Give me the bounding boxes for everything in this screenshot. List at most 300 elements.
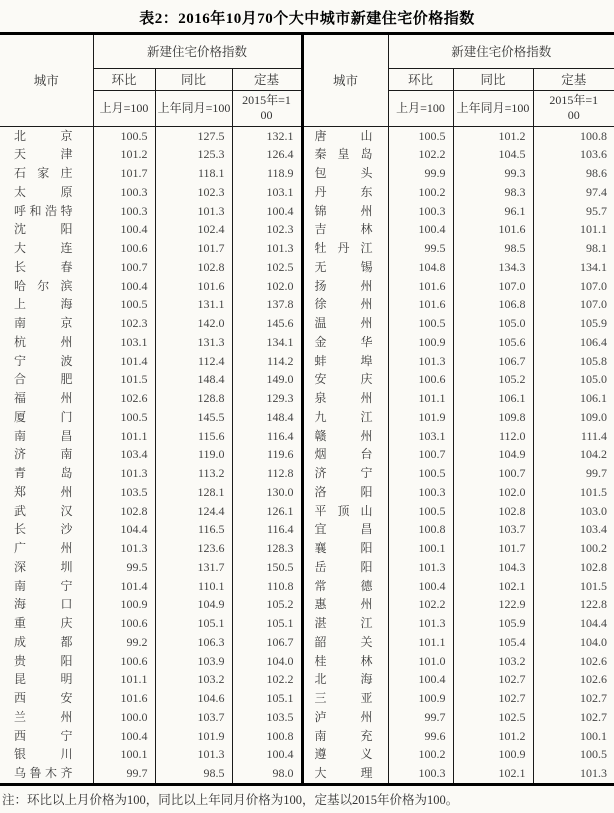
city-cell: 北京 <box>0 126 93 145</box>
city-cell: 岳阳 <box>302 558 388 577</box>
header-city-right: 城市 <box>302 35 388 126</box>
value-cell: 116.4 <box>232 520 302 539</box>
value-cell: 105.1 <box>155 614 232 633</box>
city-cell: 金华 <box>302 333 388 352</box>
table-row <box>0 633 614 652</box>
value-cell: 134.1 <box>232 333 302 352</box>
table-row <box>0 295 614 314</box>
value-cell: 104.4 <box>580 616 608 630</box>
value-cell: 101.6 <box>453 220 533 239</box>
city-cell: 沈阳 <box>0 220 93 239</box>
table-row <box>0 427 614 446</box>
value-cell: 100.4 <box>388 220 453 239</box>
value-cell: 98.3 <box>453 183 533 202</box>
subheader-mom-left: 上月=100 <box>93 90 155 126</box>
value-cell: 119.6 <box>232 445 302 464</box>
value-cell: 105.9 <box>453 614 533 633</box>
city-cell: 扬州 <box>302 277 388 296</box>
value-cell: 101.4 <box>93 352 155 371</box>
value-cell: 150.5 <box>232 558 302 577</box>
value-cell: 99.7 <box>586 466 608 480</box>
value-cell: 100.7 <box>93 258 155 277</box>
header-base-right: 定基 <box>533 68 614 90</box>
city-cell: 成都 <box>0 633 93 652</box>
value-cell: 101.3 <box>580 766 608 780</box>
value-cell: 99.6 <box>388 727 453 746</box>
value-cell: 103.7 <box>155 708 232 727</box>
value-cell: 102.7 <box>453 689 533 708</box>
city-cell: 南宁 <box>0 577 93 596</box>
value-cell: 128.3 <box>232 539 302 558</box>
value-cell: 101.3 <box>388 352 453 371</box>
value-cell: 118.9 <box>232 164 302 183</box>
value-cell: 98.0 <box>232 764 302 784</box>
value-cell: 110.8 <box>232 577 302 596</box>
city-cell: 惠州 <box>302 595 388 614</box>
value-cell: 101.4 <box>93 577 155 596</box>
value-cell: 105.0 <box>453 314 533 333</box>
city-cell: 郑州 <box>0 483 93 502</box>
value-cell: 100.8 <box>580 128 608 143</box>
value-cell: 112.0 <box>453 427 533 446</box>
value-cell: 104.4 <box>93 520 155 539</box>
value-cell: 102.5 <box>453 708 533 727</box>
city-cell: 呼和浩特 <box>0 202 93 221</box>
table-row <box>0 689 614 708</box>
table-row <box>0 445 614 464</box>
value-cell: 102.7 <box>453 670 533 689</box>
value-cell: 127.5 <box>155 126 232 145</box>
city-cell: 银川 <box>0 745 93 764</box>
value-cell: 104.9 <box>155 595 232 614</box>
value-cell: 134.3 <box>453 258 533 277</box>
table-row <box>0 389 614 408</box>
value-cell: 131.1 <box>155 295 232 314</box>
city-cell: 吉林 <box>302 220 388 239</box>
value-cell: 98.5 <box>453 239 533 258</box>
city-cell: 湛江 <box>302 614 388 633</box>
value-cell: 105.1 <box>232 614 302 633</box>
value-cell: 100.4 <box>232 202 302 221</box>
city-cell: 哈尔滨 <box>0 277 93 296</box>
value-cell: 129.3 <box>232 389 302 408</box>
table-row <box>0 370 614 389</box>
value-cell: 101.7 <box>453 539 533 558</box>
city-cell: 三亚 <box>302 689 388 708</box>
value-cell: 106.7 <box>232 633 302 652</box>
header-group-right: 新建住宅价格指数 <box>388 35 614 68</box>
value-cell: 101.2 <box>93 145 155 164</box>
value-cell: 100.5 <box>388 314 453 333</box>
value-cell: 101.5 <box>580 578 608 593</box>
city-cell: 重庆 <box>0 614 93 633</box>
table-row <box>0 220 614 239</box>
header-mom-left: 环比 <box>93 68 155 90</box>
table-row <box>0 333 614 352</box>
value-cell: 132.1 <box>232 126 302 145</box>
value-cell: 102.8 <box>93 502 155 521</box>
value-cell: 100.4 <box>93 220 155 239</box>
value-cell: 100.5 <box>388 126 453 145</box>
table-row <box>0 520 614 539</box>
table-row <box>0 577 614 596</box>
value-cell: 101.1 <box>93 427 155 446</box>
value-cell: 145.6 <box>232 314 302 333</box>
city-cell: 泸州 <box>302 708 388 727</box>
city-cell: 石家庄 <box>0 164 93 183</box>
value-cell: 105.8 <box>580 353 608 368</box>
value-cell: 105.2 <box>453 370 533 389</box>
value-cell: 104.5 <box>453 145 533 164</box>
value-cell: 102.6 <box>580 653 608 668</box>
value-cell: 103.5 <box>93 483 155 502</box>
footnote: 注：环比以上月价格为100，同比以上年同月价格为100，定基以2015年价格为100。 <box>2 792 459 807</box>
value-cell: 100.6 <box>93 614 155 633</box>
value-cell: 102.7 <box>580 709 608 724</box>
city-cell: 平顶山 <box>302 502 388 521</box>
city-cell: 包头 <box>302 164 388 183</box>
city-cell: 深圳 <box>0 558 93 577</box>
value-cell: 126.4 <box>232 145 302 164</box>
value-cell: 101.2 <box>453 126 533 145</box>
table-row <box>0 558 614 577</box>
city-cell: 贵阳 <box>0 652 93 671</box>
city-cell: 厦门 <box>0 408 93 427</box>
value-cell: 101.7 <box>93 164 155 183</box>
value-cell: 111.4 <box>580 428 608 443</box>
value-cell: 134.1 <box>580 259 608 274</box>
value-cell: 100.4 <box>93 277 155 296</box>
value-cell: 109.0 <box>580 409 608 424</box>
value-cell: 101.9 <box>388 408 453 427</box>
city-cell: 大理 <box>302 764 388 784</box>
value-cell: 100.4 <box>388 577 453 596</box>
header-mom-right: 环比 <box>388 68 453 90</box>
table-row <box>0 277 614 296</box>
value-cell: 100.9 <box>388 333 453 352</box>
city-cell: 赣州 <box>302 427 388 446</box>
city-cell: 乌鲁木齐 <box>0 764 93 784</box>
value-cell: 103.4 <box>93 445 155 464</box>
header-yoy-right: 同比 <box>453 68 533 90</box>
table-row <box>0 183 614 202</box>
city-cell: 安庆 <box>302 370 388 389</box>
value-cell: 97.4 <box>586 184 608 199</box>
value-cell: 102.3 <box>232 220 302 239</box>
value-cell: 101.2 <box>453 727 533 746</box>
value-cell: 103.6 <box>580 147 608 162</box>
value-cell: 145.5 <box>155 408 232 427</box>
value-cell: 101.1 <box>93 670 155 689</box>
value-cell: 106.8 <box>453 295 533 314</box>
value-cell: 114.2 <box>232 352 302 371</box>
city-cell: 南京 <box>0 314 93 333</box>
value-cell: 101.3 <box>93 539 155 558</box>
value-cell: 105.1 <box>232 689 302 708</box>
value-cell: 103.1 <box>388 427 453 446</box>
value-cell: 103.1 <box>232 183 302 202</box>
table-row <box>0 239 614 258</box>
value-cell: 100.3 <box>93 183 155 202</box>
city-cell: 宜昌 <box>302 520 388 539</box>
value-cell: 100.9 <box>388 689 453 708</box>
value-cell: 101.3 <box>388 558 453 577</box>
value-cell: 100.5 <box>93 295 155 314</box>
table-row <box>0 502 614 521</box>
table-row <box>0 352 614 371</box>
value-cell: 122.9 <box>453 595 533 614</box>
value-cell: 100.5 <box>388 464 453 483</box>
value-cell: 102.4 <box>155 220 232 239</box>
city-cell: 济南 <box>0 445 93 464</box>
value-cell: 149.0 <box>232 370 302 389</box>
value-cell: 104.0 <box>580 634 608 649</box>
value-cell: 102.8 <box>155 258 232 277</box>
table-row <box>0 614 614 633</box>
table-row <box>0 727 614 746</box>
value-cell: 103.1 <box>93 333 155 352</box>
city-cell: 常德 <box>302 577 388 596</box>
value-cell: 101.1 <box>580 222 608 237</box>
value-cell: 125.3 <box>155 145 232 164</box>
value-cell: 130.0 <box>232 483 302 502</box>
value-cell: 116.4 <box>232 427 302 446</box>
value-cell: 123.6 <box>155 539 232 558</box>
value-cell: 100.4 <box>232 745 302 764</box>
value-cell: 100.2 <box>388 745 453 764</box>
value-cell: 100.8 <box>232 727 302 746</box>
value-cell: 98.1 <box>586 241 608 255</box>
value-cell: 105.9 <box>580 316 608 330</box>
value-cell: 102.8 <box>580 559 608 574</box>
value-cell: 101.3 <box>155 202 232 221</box>
value-cell: 101.5 <box>580 484 608 499</box>
city-cell: 兰州 <box>0 708 93 727</box>
table-row <box>0 464 614 483</box>
value-cell: 101.3 <box>155 745 232 764</box>
table-row <box>0 202 614 221</box>
value-cell: 101.3 <box>388 614 453 633</box>
city-cell: 杭州 <box>0 333 93 352</box>
value-cell: 122.8 <box>580 597 608 612</box>
value-cell: 103.0 <box>580 503 608 518</box>
value-cell: 103.7 <box>453 520 533 539</box>
value-cell: 101.6 <box>388 277 453 296</box>
value-cell: 98.5 <box>155 764 232 784</box>
city-cell: 烟台 <box>302 445 388 464</box>
value-cell: 101.3 <box>232 239 302 258</box>
city-cell: 洛阳 <box>302 483 388 502</box>
table-row <box>0 258 614 277</box>
value-cell: 104.6 <box>155 689 232 708</box>
value-cell: 148.4 <box>155 370 232 389</box>
value-cell: 104.8 <box>388 258 453 277</box>
value-cell: 112.4 <box>155 352 232 371</box>
value-cell: 100.2 <box>580 541 608 555</box>
value-cell: 100.7 <box>453 464 533 483</box>
value-cell: 99.9 <box>388 164 453 183</box>
city-cell: 武汉 <box>0 502 93 521</box>
value-cell: 96.1 <box>453 202 533 221</box>
table-row <box>0 670 614 689</box>
table-row <box>0 314 614 333</box>
value-cell: 131.7 <box>155 558 232 577</box>
value-cell: 104.2 <box>580 447 608 462</box>
value-cell: 99.7 <box>93 764 155 784</box>
value-cell: 102.1 <box>453 764 533 784</box>
city-cell: 襄阳 <box>302 539 388 558</box>
value-cell: 115.6 <box>155 427 232 446</box>
city-cell: 徐州 <box>302 295 388 314</box>
value-cell: 100.5 <box>93 126 155 145</box>
value-cell: 102.6 <box>93 389 155 408</box>
value-cell: 101.6 <box>93 689 155 708</box>
value-cell: 99.5 <box>93 558 155 577</box>
table-title: 表2：2016年10月70个大中城市新建住宅价格指数 <box>0 0 614 35</box>
value-cell: 101.7 <box>155 239 232 258</box>
value-cell: 100.8 <box>388 520 453 539</box>
city-cell: 北海 <box>302 670 388 689</box>
value-cell: 103.2 <box>155 670 232 689</box>
city-cell: 西宁 <box>0 727 93 746</box>
table-row <box>0 539 614 558</box>
value-cell: 126.1 <box>232 502 302 521</box>
value-cell: 99.3 <box>453 164 533 183</box>
value-cell: 98.6 <box>586 166 608 180</box>
value-cell: 103.2 <box>453 652 533 671</box>
value-cell: 106.1 <box>453 389 533 408</box>
city-cell: 秦皇岛 <box>302 145 388 164</box>
value-cell: 124.4 <box>155 502 232 521</box>
value-cell: 101.3 <box>93 464 155 483</box>
value-cell: 101.9 <box>155 727 232 746</box>
value-cell: 112.8 <box>232 464 302 483</box>
value-cell: 116.5 <box>155 520 232 539</box>
city-cell: 西安 <box>0 689 93 708</box>
value-cell: 106.3 <box>155 633 232 652</box>
value-cell: 102.2 <box>388 595 453 614</box>
value-cell: 100.3 <box>388 202 453 221</box>
table-row <box>0 708 614 727</box>
city-cell: 宁波 <box>0 352 93 371</box>
value-cell: 104.9 <box>453 445 533 464</box>
value-cell: 105.6 <box>453 333 533 352</box>
value-cell: 99.5 <box>388 239 453 258</box>
value-cell: 107.0 <box>580 278 608 293</box>
city-cell: 韶关 <box>302 633 388 652</box>
city-cell: 遵义 <box>302 745 388 764</box>
value-cell: 100.4 <box>93 727 155 746</box>
value-cell: 106.7 <box>453 352 533 371</box>
subheader-base-right: 2015年=100 <box>533 90 614 126</box>
value-cell: 102.3 <box>155 183 232 202</box>
value-cell: 102.0 <box>232 277 302 296</box>
city-cell: 无锡 <box>302 258 388 277</box>
value-cell: 100.3 <box>388 764 453 784</box>
table-row <box>0 745 614 764</box>
city-cell: 丹东 <box>302 183 388 202</box>
value-cell: 100.6 <box>93 239 155 258</box>
value-cell: 100.2 <box>388 183 453 202</box>
value-cell: 103.9 <box>155 652 232 671</box>
city-cell: 海口 <box>0 595 93 614</box>
city-cell: 合肥 <box>0 370 93 389</box>
value-cell: 137.8 <box>232 295 302 314</box>
value-cell: 102.5 <box>232 258 302 277</box>
value-cell: 104.0 <box>232 652 302 671</box>
value-cell: 113.2 <box>155 464 232 483</box>
table-row <box>0 764 614 784</box>
value-cell: 102.2 <box>232 670 302 689</box>
city-cell: 长沙 <box>0 520 93 539</box>
value-cell: 102.2 <box>388 145 453 164</box>
city-cell: 福州 <box>0 389 93 408</box>
value-cell: 100.1 <box>580 728 608 743</box>
table-row <box>0 652 614 671</box>
value-cell: 99.2 <box>93 633 155 652</box>
value-cell: 100.1 <box>388 539 453 558</box>
city-cell: 太原 <box>0 183 93 202</box>
value-cell: 100.1 <box>93 745 155 764</box>
value-cell: 101.5 <box>93 370 155 389</box>
value-cell: 119.0 <box>155 445 232 464</box>
value-cell: 148.4 <box>232 408 302 427</box>
value-cell: 118.1 <box>155 164 232 183</box>
value-cell: 102.0 <box>453 483 533 502</box>
value-cell: 100.6 <box>93 652 155 671</box>
value-cell: 99.7 <box>388 708 453 727</box>
value-cell: 103.5 <box>232 708 302 727</box>
city-cell: 青岛 <box>0 464 93 483</box>
value-cell: 100.5 <box>388 502 453 521</box>
value-cell: 128.8 <box>155 389 232 408</box>
value-cell: 100.5 <box>580 747 608 762</box>
city-cell: 温州 <box>302 314 388 333</box>
table-row <box>0 164 614 183</box>
value-cell: 100.9 <box>453 745 533 764</box>
value-cell: 107.0 <box>580 297 608 312</box>
city-cell: 泉州 <box>302 389 388 408</box>
city-cell: 大连 <box>0 239 93 258</box>
value-cell: 104.3 <box>453 558 533 577</box>
value-cell: 107.0 <box>453 277 533 296</box>
city-cell: 济宁 <box>302 464 388 483</box>
city-cell: 蚌埠 <box>302 352 388 371</box>
value-cell: 100.7 <box>388 445 453 464</box>
value-cell: 100.9 <box>93 595 155 614</box>
value-cell: 110.1 <box>155 577 232 596</box>
city-cell: 上海 <box>0 295 93 314</box>
value-cell: 100.3 <box>93 202 155 221</box>
city-cell: 昆明 <box>0 670 93 689</box>
value-cell: 100.5 <box>93 408 155 427</box>
table-body <box>0 126 614 784</box>
city-cell: 南昌 <box>0 427 93 446</box>
subheader-base-left: 2015年=100 <box>232 90 302 126</box>
table-row <box>0 145 614 164</box>
city-cell: 九江 <box>302 408 388 427</box>
value-cell: 100.0 <box>93 708 155 727</box>
value-cell: 101.6 <box>155 277 232 296</box>
city-cell: 天津 <box>0 145 93 164</box>
table-row <box>0 408 614 427</box>
city-cell: 长春 <box>0 258 93 277</box>
value-cell: 100.4 <box>388 670 453 689</box>
table-header <box>0 35 614 126</box>
city-cell: 牡丹江 <box>302 239 388 258</box>
value-cell: 95.7 <box>586 203 608 218</box>
city-cell: 唐山 <box>302 126 388 145</box>
